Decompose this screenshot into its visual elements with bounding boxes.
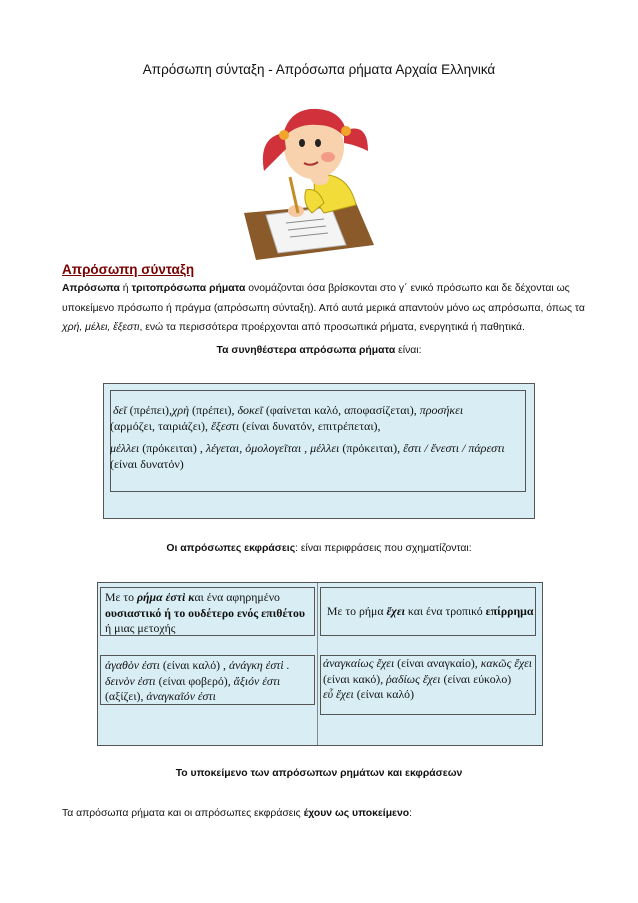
verb-gloss: (είναι δυνατόν) [110, 457, 184, 471]
cell-text: (είναι εύκολο) [440, 671, 512, 686]
expressions-label [0, 543, 638, 554]
expressions-label-rest: : είναι περιφράσεις που σχηματίζονται: [295, 543, 472, 554]
intro-or: ή [119, 283, 132, 294]
verb-exesti: ἔξεστι [211, 419, 240, 433]
verb-chri: χρὴ [172, 403, 190, 417]
common-verbs-line-2 [110, 440, 510, 472]
cell-text: (είναι αναγκαίο), [394, 656, 481, 670]
line-text: Τα απρόσωπα ρήματα και οι απρόσωπες εκφράσεις [62, 808, 304, 819]
page-title: Απρόσωπη σύνταξη - Απρόσωπα ρήματα Αρχαία Ελληνικά [142, 62, 496, 77]
verb-gloss: (πρόκειται), [339, 441, 404, 455]
expressions-table [97, 582, 543, 746]
expressions-label-bold: Οι απρόσωπες εκφράσεις [166, 543, 296, 554]
intro-paragraph [62, 279, 590, 338]
line-text-bold: έχουν ως υποκείμενο [303, 808, 410, 819]
cell-text: Με το ρήμα [327, 604, 387, 618]
cell-text: ουσιαστικό ή το ουδέτερο ενός επιθέτου [105, 605, 305, 620]
line-text: : [409, 808, 412, 819]
subject-intro-line [62, 808, 412, 819]
common-verbs-text [110, 402, 510, 478]
cell-text: ῥαδίως ἔχει [386, 671, 441, 686]
common-verbs-box [103, 383, 535, 519]
verb-gloss: (φαίνεται καλό, αποφασίζεται), [262, 403, 420, 417]
verb-gloss: (είναι δυνατόν, επιτρέπεται), [239, 419, 381, 433]
cell-text: ή μιας μετοχής [105, 621, 176, 635]
term-aprosopa: Απρόσωπα [62, 283, 120, 294]
table-examples-esti [100, 655, 315, 705]
cell-text: εὖ ἔχει [323, 687, 354, 701]
cell-text: (είναι καλό) , [159, 658, 229, 672]
term-tritoprosopa: τριτοπρόσωπα ρήματα [131, 283, 246, 294]
girl-writing-illustration [236, 95, 376, 260]
cell-text: ἀγαθὸν ἐστι [105, 658, 160, 672]
intro-text-1: ονομάζονται όσα βρίσκονται στο γ΄ ενικό πρόσωπο και δε δέχονται ως υποκείμενο πρόσωπο ή πράγμα (απρόσωπη σύνταξη). Από αυτά μερικά απαντούν μόνο ως απρόσωπα, όπως τα [62, 283, 585, 314]
table-examples-echei [320, 655, 536, 715]
verb-gloss: (πρέπει), [126, 403, 173, 417]
cell-text: ἄξιόν ἐστι [233, 673, 281, 688]
cell-text: (είναι κακό), [323, 671, 387, 686]
intro-text-2: , ενώ τα περισσότερα προέρχονται από προσωπικά ρήματα, ενεργητικά ή παθητικά. [139, 322, 525, 333]
verb-mellei: μέλλει [110, 441, 140, 455]
cell-text: ἔχει [386, 604, 405, 618]
cell-text: και ένα τροπικό [404, 604, 486, 618]
table-divider [317, 583, 318, 745]
cell-text: Με το [105, 590, 137, 604]
cell-text: κακῶς ἔχει [480, 656, 533, 670]
subject-heading: Το υποκείμενο των απρόσωπων ρημάτων και εκφράσεων [175, 768, 463, 779]
common-verbs-label-bold: Τα συνηθέστερα απρόσωπα ρήματα [216, 345, 396, 356]
common-verbs-line-1 [110, 402, 510, 434]
common-verbs-label-rest: είναι: [395, 345, 422, 356]
verb-gloss: (πρέπει), [189, 403, 238, 417]
common-verbs-label [0, 345, 638, 356]
intro-examples: χρή, μέλει, ἔξεστι [62, 322, 140, 333]
verb-gloss: (πρόκειται) , [139, 441, 206, 455]
cell-text: αι ένα αφηρημένο [194, 590, 280, 604]
cell-text: ρήμα ἐστὶ κ [136, 590, 195, 604]
table-header-esti [100, 587, 315, 636]
verb-prosikei: προσήκει [419, 403, 464, 417]
cell-text: επίρρημα [485, 604, 534, 618]
section-heading: Απρόσωπη σύνταξη [62, 262, 195, 277]
cell-text: ἀνάγκη ἐστὶ . δεινὸν ἐστι [105, 658, 290, 688]
table-header-echei [320, 587, 536, 636]
cell-text: ἀναγκαίως ἔχει [323, 656, 395, 670]
verb-gloss: (αρμόζει, ταιριάζει), [110, 419, 212, 433]
cell-text: ἀναγκαῖόν ἐστι [146, 689, 216, 703]
verb-dei: δεῖ [113, 403, 127, 417]
cell-text: (αξίζει), [105, 689, 147, 703]
verb-esti: ἔστι / ἔνεστι / πάρεστι [403, 441, 505, 455]
verb-dokei: δοκεῖ [237, 403, 263, 417]
cell-text: (είναι φοβερό), [155, 673, 234, 688]
cell-text: (είναι καλό) [353, 687, 414, 701]
verb-legetai: λέγεται, ὁμολογεῖται , μέλλει [205, 441, 340, 455]
